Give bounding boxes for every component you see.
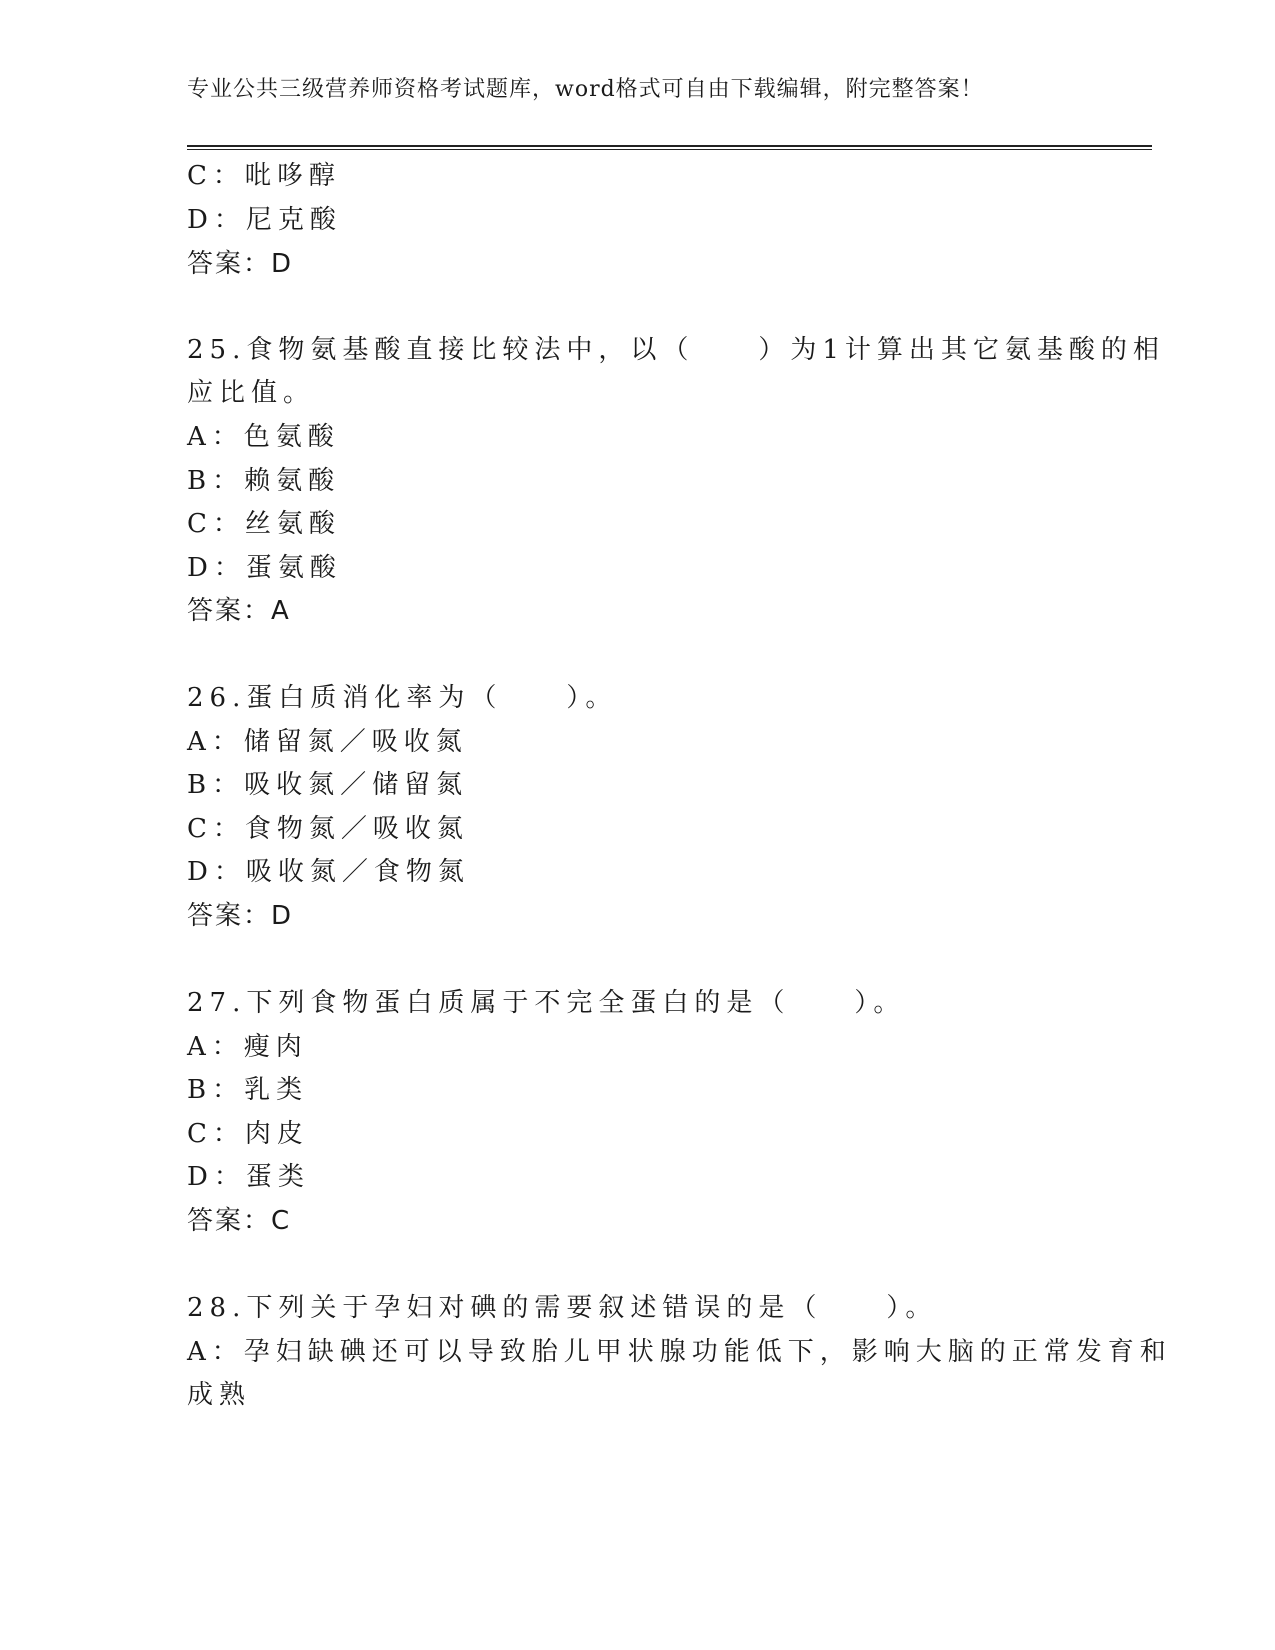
- question-stem: 25.食物氨基酸直接比较法中，以（ ）为1计算出其它氨基酸的相: [187, 335, 1165, 365]
- question-stem: 28.下列关于孕妇对碘的需要叙述错误的是（ ）。: [187, 1293, 938, 1323]
- option-c: C：肉皮: [187, 1119, 309, 1149]
- option-a: A：瘦肉: [187, 1032, 308, 1062]
- answer: 答案：C: [187, 1206, 292, 1236]
- option-d: D：尼克酸: [187, 205, 342, 235]
- option-b: B：吸收氮／储留氮: [187, 770, 469, 800]
- page-header: 专业公共三级营养师资格考试题库，word格式可自由下载编辑，附完整答案！: [187, 77, 984, 102]
- option-a: A：储留氮／吸收氮: [187, 727, 468, 757]
- question-stem: 26.蛋白质消化率为（ ）。: [187, 683, 618, 713]
- option-a: A：色氨酸: [187, 422, 340, 452]
- option-d: D：蛋氨酸: [187, 553, 342, 583]
- option-a-continued: 成熟: [187, 1380, 252, 1410]
- question-stem: 27.下列食物蛋白质属于不完全蛋白的是（ ）。: [187, 988, 906, 1018]
- question-stem-continued: 应比值。: [187, 378, 316, 408]
- answer: 答案：D: [187, 901, 294, 931]
- option-a: A：孕妇缺碘还可以导致胎儿甲状腺功能低下，影响大脑的正常发育和: [187, 1337, 1172, 1367]
- option-d: D：蛋类: [187, 1162, 310, 1192]
- answer: 答案：A: [187, 596, 291, 626]
- option-b: B：赖氨酸: [187, 466, 341, 496]
- header-divider: [187, 145, 1152, 150]
- option-c: C：吡哆醇: [187, 161, 341, 191]
- answer: 答案：D: [187, 249, 294, 279]
- option-c: C：食物氮／吸收氮: [187, 814, 469, 844]
- option-c: C：丝氨酸: [187, 509, 341, 539]
- option-b: B：乳类: [187, 1075, 309, 1105]
- option-d: D：吸收氮／食物氮: [187, 857, 470, 887]
